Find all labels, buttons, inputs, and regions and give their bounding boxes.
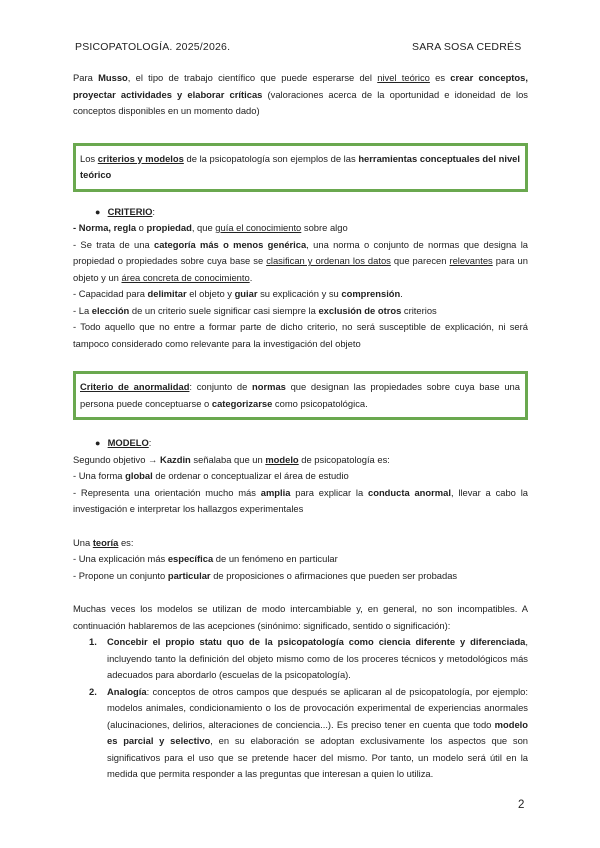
criterio-line-5: - Todo aquello que no entre a formar parte de dicho criterio, no será susceptible de explicación, ni será tampoco considerado como relevante para la investigación del objeto <box>73 321 528 349</box>
header-course-title: PSICOPATOLOGÍA. 2025/2026. <box>75 41 231 53</box>
callout-box-herramientas: Los criterios y modelos de la psicopatología son ejemplos de las herramientas conceptuales del nivel teórico <box>73 143 528 192</box>
modelo-line-2: - Una forma global de ordenar o conceptualizar el área de estudio <box>73 470 349 481</box>
heading-criterio: ● CRITERIO: <box>73 204 528 221</box>
teoria-line-1: - Una explicación más específica de un fenómeno en particular <box>73 553 338 564</box>
criterio-line-2: - Se trata de una categoría más o menos genérica, una norma o conjunto de normas que designa la propiedad o propiedades sobre cuya base se clasifican y ordenan los datos que parecen relevantes para un objeto y un área concreta de conocimiento. <box>73 238 528 283</box>
bullet-icon: ● <box>95 206 101 217</box>
page-number: 2 <box>518 799 525 811</box>
criterio-line-3: - Capacidad para delimitar el objeto y guiar su explicación y su comprensión. <box>73 288 403 299</box>
modelo-line-1: Segundo objetivo → Kazdin señalaba que un modelo de psicopatología es: <box>73 453 390 465</box>
bullet-icon: ● <box>95 438 101 448</box>
callout-box-anormalidad: Criterio de anormalidad: conjunto de normas que designan las propiedades sobre cuya base una persona puede conceptuarse o categorizarse como psicopatológica. <box>73 371 528 420</box>
teoria-line-2: - Propone un conjunto particular de proposiciones o afirmaciones que pueden ser probadas <box>73 569 458 581</box>
list-item: 1. Concebir el propio statu quo de la psicopatología como ciencia diferente y diferenciada, incluyendo tanto la definición del objeto mismo como de los proceres técnicos y metodológicos más adecuados para abordarlo (escuelas de la psicopatología). <box>89 636 528 680</box>
teoria-intro: Una teoría es: <box>73 536 134 548</box>
modelo-line-3: - Representa una orientación mucho más amplia para explicar la conducta anormal, llevar a cabo la investigación e interpretar los hallazgos experimentales <box>73 486 528 514</box>
criterio-line-1: - Norma, regla o propiedad, que guía el conocimiento sobre algo <box>73 222 348 233</box>
list-item: 2. Analogía: conceptos de otros campos que después se aplicaran al de psicopatología, por ejemplo: modelos animales, condicionamiento o los de provocación experimental de experiencias anormales (alucinaciones, delirios, alteraciones de conciencia...). Es preciso tener en cuenta que todo modelo es parcial y selectivo, en su elaboración se adoptan exclusivamente los aspectos que son significativos para el uso que se pretende hacer del mismo. Por tanto, un modelo será útil en la medida que permita responder a las preguntas que interesan a quien lo utiliza. <box>89 685 529 779</box>
page-body <box>73 70 528 783</box>
intro-paragraph: Para Musso, el tipo de trabajo científico que puede esperarse del nivel teórico es crear conceptos, proyectar actividades y elaborar críticas (valoraciones acerca de la oportunidad e idoneidad de los conceptos disponibles en un momento dado) <box>73 72 528 116</box>
acepciones-paragraph: Muchas veces los modelos se utilizan de modo intercambiable y, en general, no son incompatibles. A continuación hablaremos de las acepciones (sinónimo: significado, sentido o significación): <box>73 603 528 631</box>
heading-modelo: ● MODELO: <box>73 435 528 452</box>
header-author: SARA SOSA CEDRÉS <box>412 41 522 53</box>
criterio-line-4: - La elección de un criterio suele significar casi siempre la exclusión de otros criterios <box>73 304 437 316</box>
acepciones-list <box>73 634 528 783</box>
